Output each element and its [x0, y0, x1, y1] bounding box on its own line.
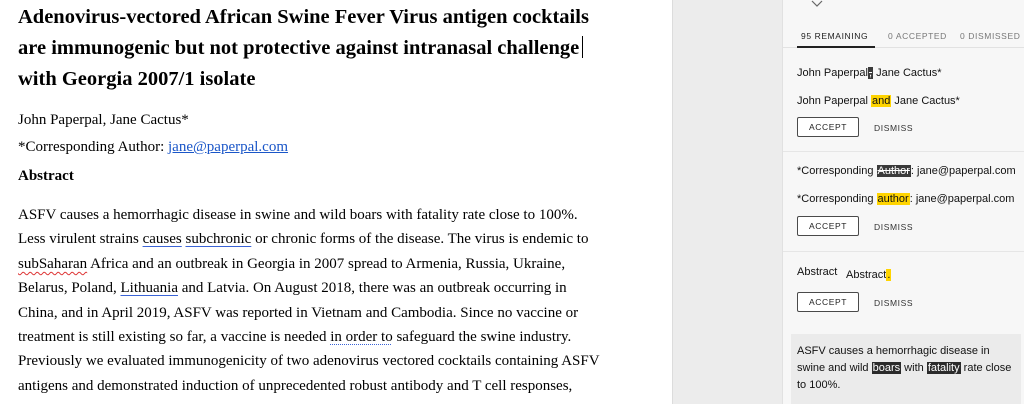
dismiss-button[interactable]: DISMISS: [874, 222, 914, 232]
body-line: Less virulent strains causes subchronic or chronic forms of the disease. The virus is endemic to: [18, 231, 589, 248]
original-text: *Corresponding Author: jane@paperpal.com: [797, 165, 1016, 177]
suggested-text: John Paperpal and Jane Cactus*: [797, 95, 960, 107]
tab-dismissed[interactable]: 0 DISMISSED: [960, 31, 1021, 41]
grammar-flag[interactable]: Lithuania: [120, 280, 178, 297]
body-line: Previously we evaluated immunogenicity of two adenovirus vectored cocktails containing ASFV: [18, 353, 600, 370]
deleted-text: ,: [868, 67, 873, 79]
body-line: treatment is still existing so far, a vaccine is needed in order to safeguard the swine industry.: [18, 329, 572, 346]
body-line: subSaharan Africa and an outbreak in Georgia in 2007 spread to Armenia, Russia, Ukraine,: [18, 255, 566, 272]
body-line: China, and in April 2019, ASFV was reported in Vietnam and Cambodia. Since no vaccine or: [18, 304, 579, 321]
title-line: Adenovirus-vectored African Swine Fever Virus antigen cocktails: [18, 6, 589, 28]
abstract-body: [18, 203, 600, 398]
email-link[interactable]: jane@paperpal.com: [168, 139, 289, 155]
accept-button[interactable]: ACCEPT: [797, 216, 859, 236]
tab-accepted[interactable]: 0 ACCEPTED: [888, 31, 947, 41]
deleted-text: Author: [877, 165, 910, 177]
active-tab-indicator: [797, 46, 875, 48]
body-line: antigens and demonstrated induction of unprecedented robust antibody and T cell responses,: [18, 377, 573, 394]
inserted-text: and: [872, 95, 891, 107]
inserted-text: author: [877, 193, 909, 205]
style-flag[interactable]: in order to: [330, 329, 393, 346]
divider: [783, 151, 1024, 152]
flagged-text: boars: [872, 362, 901, 374]
suggestion-card[interactable]: [791, 334, 1021, 404]
abstract-heading: Abstract: [18, 168, 74, 184]
accept-button[interactable]: ACCEPT: [797, 292, 859, 312]
original-text: ASFV causes a hemorrhagic disease in swine and wild boars with fatality rate close to 100%.: [797, 345, 1012, 391]
chevron-down-icon[interactable]: [811, 0, 823, 8]
spelling-flag[interactable]: subSaharan: [18, 255, 88, 272]
title-line: with Georgia 2007/1 isolate: [18, 68, 256, 90]
original-text: Abstract: [797, 266, 838, 278]
suggestions-panel: [782, 0, 1024, 404]
corresponding-author-line: *Corresponding Author: jane@paperpal.com: [18, 139, 289, 155]
divider: [783, 251, 1024, 252]
body-line: Belarus, Poland, Lithuania and Latvia. On August 2018, there was an outbreak occurring in: [18, 280, 567, 297]
page-gutter: [672, 0, 782, 404]
flagged-text: fatality: [927, 362, 960, 374]
original-text: John Paperpal, Jane Cactus*: [797, 67, 942, 79]
suggestion-tabs: [783, 26, 1024, 48]
dismiss-button[interactable]: DISMISS: [874, 298, 914, 308]
title-line: are immunogenic but not protective against intranasal challenge: [18, 33, 578, 64]
suggested-text: Abstract.: [846, 269, 891, 281]
text-cursor: [582, 36, 583, 58]
dismiss-button[interactable]: DISMISS: [874, 123, 914, 133]
authors-line: John Paperpal, Jane Cactus*: [18, 112, 189, 128]
suggested-text: *Corresponding author: jane@paperpal.com: [797, 193, 1015, 205]
tab-remaining[interactable]: 95 REMAINING: [801, 31, 869, 41]
document-title: [18, 2, 589, 95]
body-line: ASFV causes a hemorrhagic disease in swine and wild boars with fatality rate close to 100%.: [18, 207, 578, 223]
inserted-text: .: [887, 269, 891, 281]
accept-button[interactable]: ACCEPT: [797, 117, 859, 137]
grammar-flag[interactable]: subchronic: [185, 231, 252, 248]
grammar-flag[interactable]: causes: [142, 231, 182, 248]
